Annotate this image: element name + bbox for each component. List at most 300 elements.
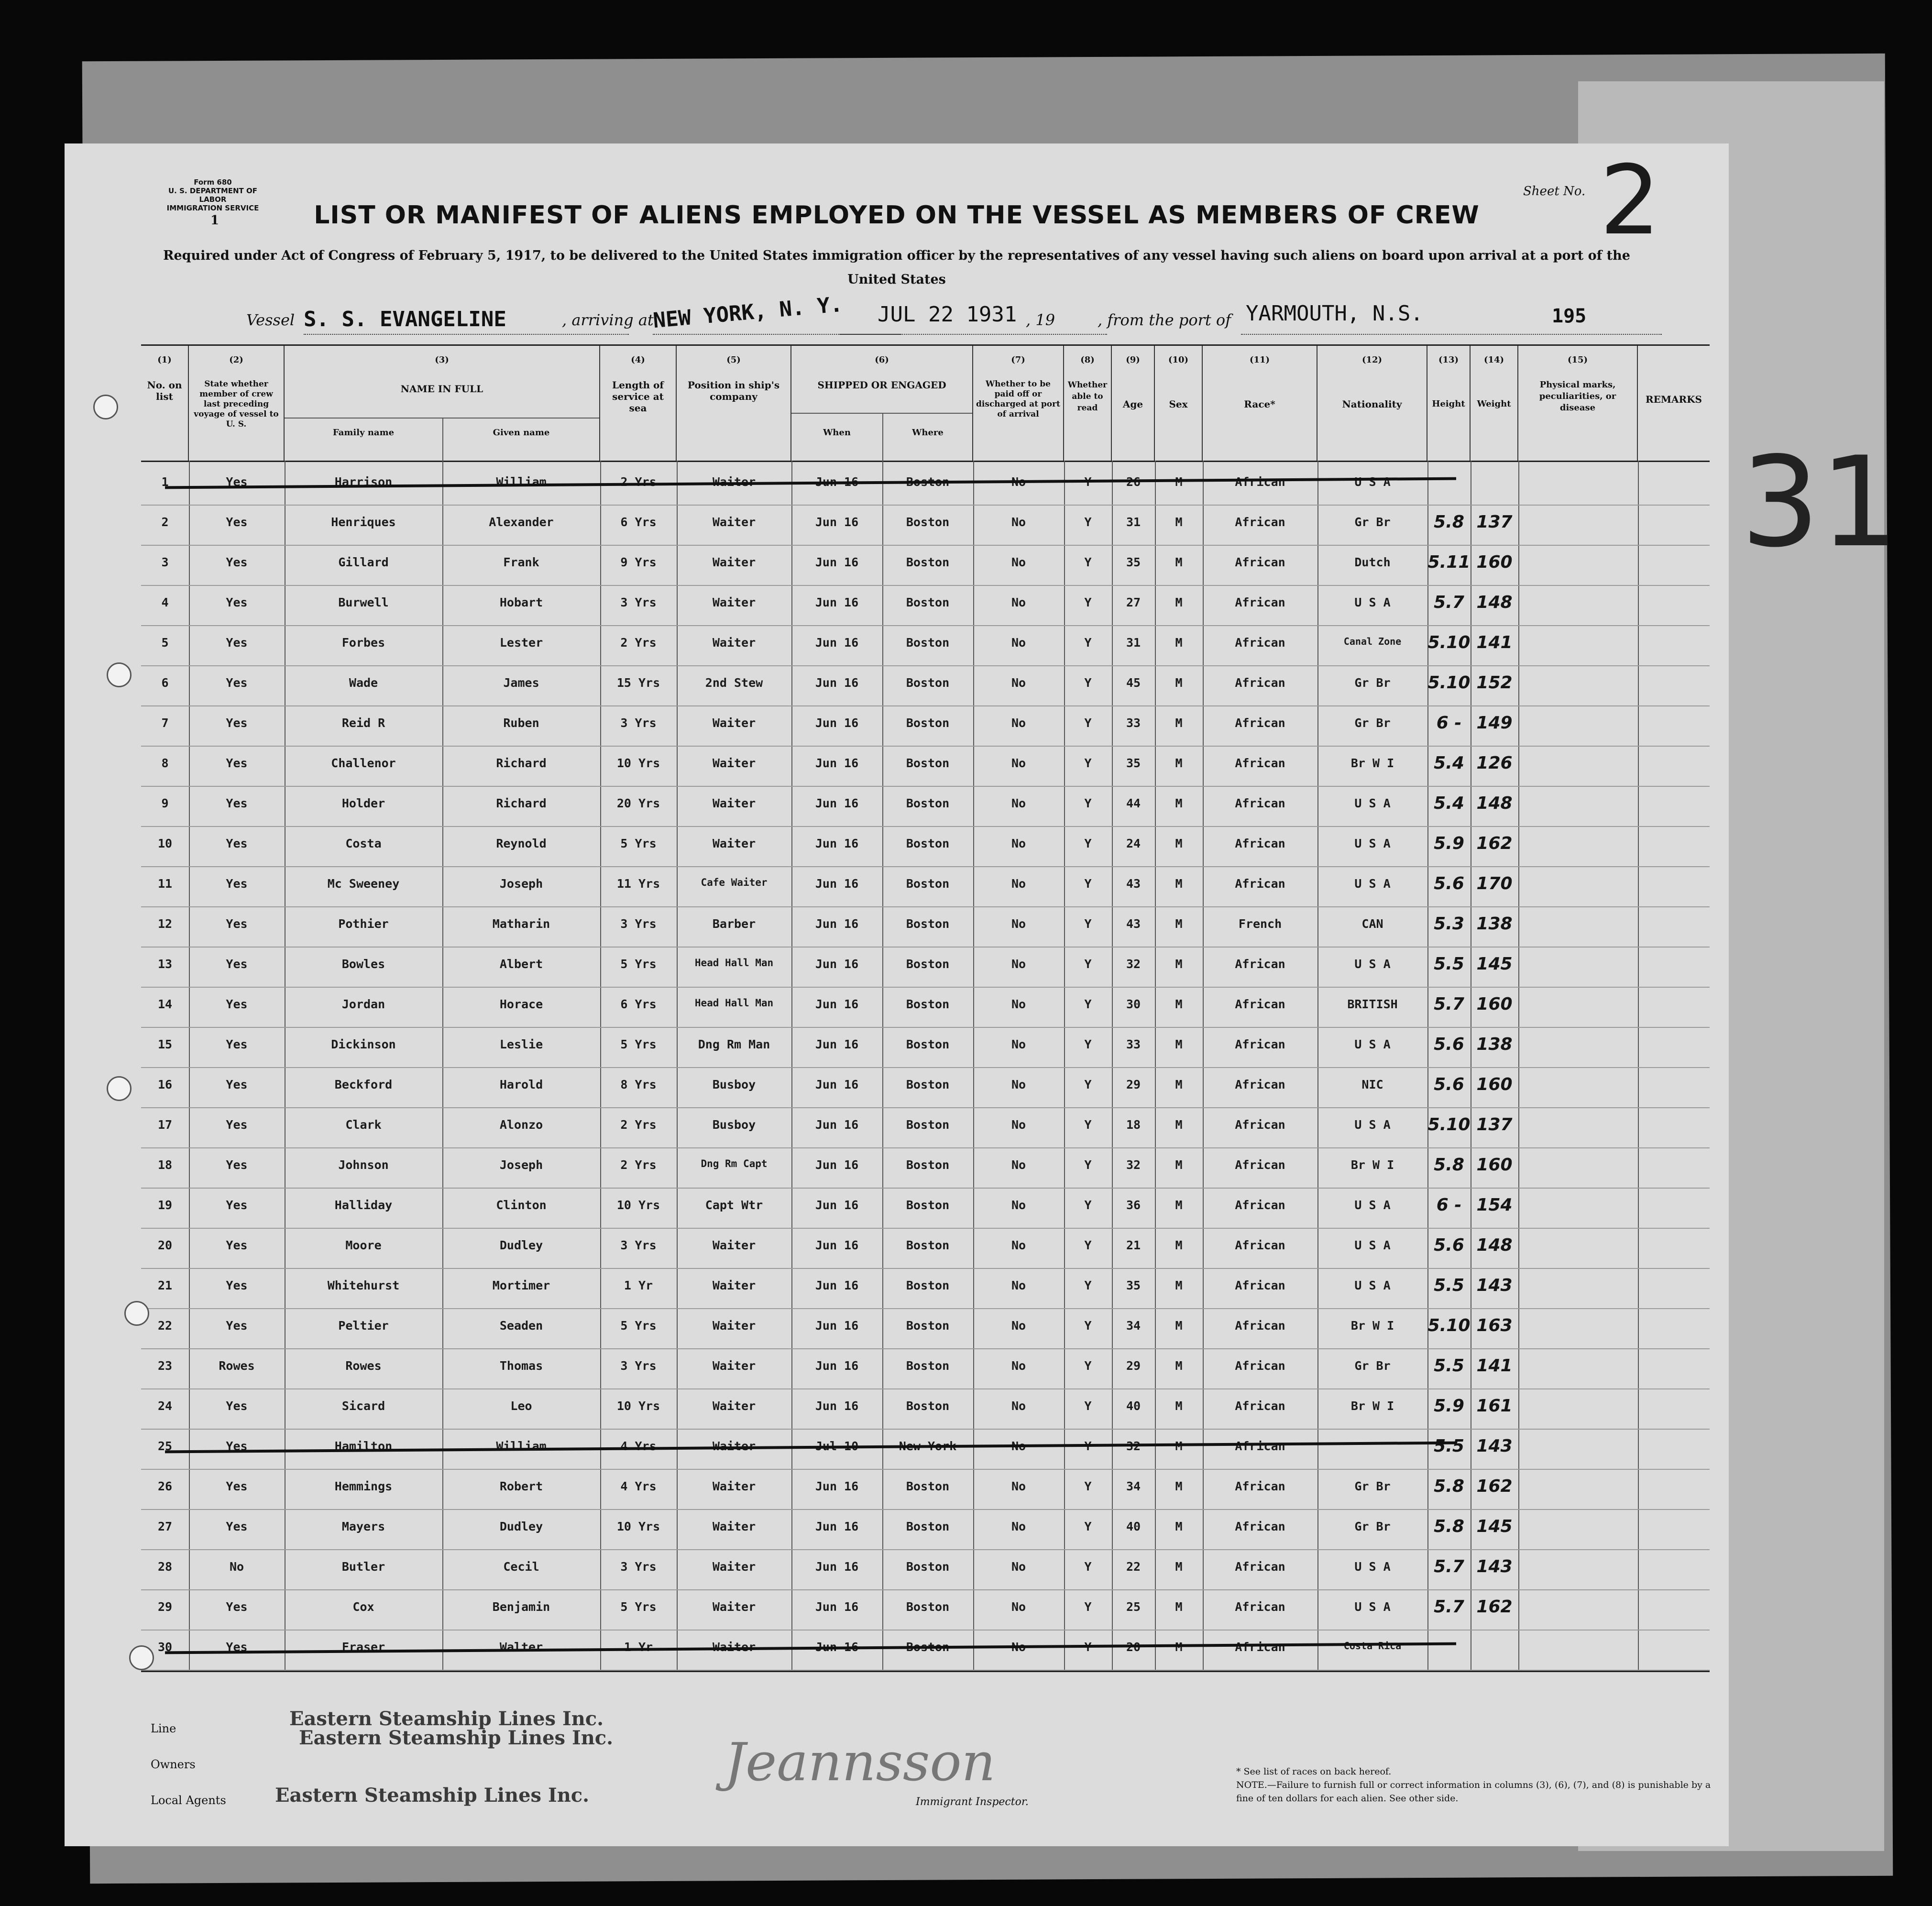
cell-read: Y <box>1084 1078 1092 1091</box>
cell-service: 5 Yrs <box>620 1600 657 1614</box>
header-rule <box>141 461 1710 462</box>
cell-family-name: Reid R <box>341 716 385 730</box>
cell-race: African <box>1235 1560 1285 1574</box>
cell-position: Capt Wtr <box>705 1198 763 1212</box>
cell-sex: M <box>1175 1520 1183 1533</box>
cell-paid-off: No <box>1011 555 1026 569</box>
cell-family-name: Gillard <box>338 555 389 569</box>
cell-family-name: Henriques <box>331 515 396 529</box>
cell-sex: M <box>1175 997 1183 1011</box>
cell-race: African <box>1235 1520 1285 1533</box>
cell-weight: 145 <box>1476 954 1513 974</box>
cell-family-name: Johnson <box>338 1158 389 1172</box>
cell-weight: 143 <box>1476 1436 1513 1456</box>
cell-paid-off: No <box>1011 1198 1026 1212</box>
cell-no: 17 <box>157 1118 173 1132</box>
cell-paid-off: No <box>1011 716 1026 730</box>
col-header-crew: (2) State whether member of crew last preceding voyage of vessel to U. S. <box>189 346 285 461</box>
cell-family-name: Challenor <box>331 756 396 770</box>
from-label: , from the port of <box>1098 311 1231 329</box>
cell-paid-off: No <box>1011 1118 1026 1132</box>
cell-read: Y <box>1084 1640 1092 1654</box>
cell-nationality: Canal Zone <box>1343 636 1402 647</box>
cell-no: 20 <box>157 1238 173 1252</box>
cell-given-name: Matharin <box>492 917 550 931</box>
col-header-nationality: (12) Nationality <box>1317 346 1427 461</box>
cell-sex: M <box>1175 555 1183 569</box>
cell-position: Waiter <box>712 796 756 810</box>
cell-age: 24 <box>1126 837 1141 850</box>
cell-when: Jun 16 <box>815 475 859 489</box>
cell-crew: Yes <box>226 957 248 971</box>
cell-age: 33 <box>1126 1037 1141 1051</box>
cell-paid-off: No <box>1011 1600 1026 1614</box>
cell-no: 30 <box>157 1640 173 1654</box>
cell-read: Y <box>1084 1520 1092 1533</box>
cell-given-name: Benjamin <box>492 1600 550 1614</box>
cell-no: 19 <box>157 1198 173 1212</box>
cell-sex: M <box>1175 1600 1183 1614</box>
cell-height: 5.10 <box>1427 1115 1471 1135</box>
cell-no: 22 <box>157 1319 173 1333</box>
cell-age: 32 <box>1126 957 1141 971</box>
cell-height: 5.5 <box>1434 1436 1464 1456</box>
table-row <box>141 1470 1710 1510</box>
cell-crew: Yes <box>226 716 248 730</box>
cell-weight: 126 <box>1476 753 1513 773</box>
cell-read: Y <box>1084 1158 1092 1172</box>
cell-when: Jun 16 <box>815 595 859 609</box>
cell-service: 20 Yrs <box>616 796 660 810</box>
cell-age: 36 <box>1126 1198 1141 1212</box>
cell-sex: M <box>1175 1037 1183 1051</box>
cell-service: 10 Yrs <box>616 756 660 770</box>
sheet-number: 2 <box>1600 145 1661 256</box>
cell-race: African <box>1235 595 1285 609</box>
cell-paid-off: No <box>1011 877 1026 891</box>
cell-paid-off: No <box>1011 756 1026 770</box>
cell-crew: Yes <box>226 1037 248 1051</box>
cell-family-name: Whitehurst <box>327 1278 400 1292</box>
cell-no: 9 <box>161 796 169 810</box>
cell-weight: 143 <box>1476 1557 1513 1576</box>
cell-height: 5.5 <box>1434 954 1464 974</box>
cell-service: 3 Yrs <box>620 716 657 730</box>
cell-read: Y <box>1084 636 1092 650</box>
cell-race: African <box>1235 1037 1285 1051</box>
table-row <box>141 1269 1710 1309</box>
cell-position: Waiter <box>712 1359 756 1373</box>
cell-weight: 163 <box>1476 1316 1513 1335</box>
cell-no: 18 <box>157 1158 173 1172</box>
cell-position: Waiter <box>712 756 756 770</box>
cell-read: Y <box>1084 917 1092 931</box>
agents-stamp: Eastern Steamship Lines Inc. <box>275 1784 590 1807</box>
cell-when: Jun 16 <box>815 1520 859 1533</box>
cell-age: 33 <box>1126 716 1141 730</box>
cell-sex: M <box>1175 595 1183 609</box>
cell-family-name: Cox <box>352 1600 374 1614</box>
cell-height: 5.10 <box>1427 673 1471 693</box>
cell-service: 3 Yrs <box>620 595 657 609</box>
punch-hole <box>107 1076 132 1101</box>
cell-nationality: U S A <box>1354 595 1391 609</box>
cell-family-name: Moore <box>345 1238 382 1252</box>
cell-read: Y <box>1084 1198 1092 1212</box>
vessel-label: Vessel <box>246 311 295 329</box>
cell-nationality: U S A <box>1354 475 1391 489</box>
cell-where: Boston <box>906 1278 950 1292</box>
cell-paid-off: No <box>1011 917 1026 931</box>
cell-read: Y <box>1084 1238 1092 1252</box>
cell-paid-off: No <box>1011 1520 1026 1533</box>
cell-where: Boston <box>906 1078 950 1091</box>
cell-age: 40 <box>1126 1520 1141 1533</box>
cell-when: Jun 16 <box>815 1399 859 1413</box>
cell-where: Boston <box>906 957 950 971</box>
cell-race: African <box>1235 1319 1285 1333</box>
col-header-paid: (7) Whether to be paid off or discharged at port of arrival <box>973 346 1064 461</box>
cell-given-name: Albert <box>499 957 543 971</box>
col-header-read: (8) Whether able to read <box>1064 346 1112 461</box>
cell-read: Y <box>1084 475 1092 489</box>
cell-service: 2 Yrs <box>620 636 657 650</box>
cell-family-name: Clark <box>345 1118 382 1132</box>
cell-when: Jun 16 <box>815 957 859 971</box>
cell-given-name: Horace <box>499 997 543 1011</box>
inspector-label: Immigrant Inspector. <box>916 1796 1029 1808</box>
cell-race: African <box>1235 756 1285 770</box>
cell-no: 5 <box>161 636 169 650</box>
cell-when: Jun 16 <box>815 515 859 529</box>
cell-service: 5 Yrs <box>620 957 657 971</box>
cell-when: Jun 16 <box>815 1238 859 1252</box>
cell-crew: Yes <box>226 555 248 569</box>
punch-hole <box>93 395 118 419</box>
cell-age: 25 <box>1126 1600 1141 1614</box>
department: U. S. DEPARTMENT OF LABOR <box>168 187 258 204</box>
cell-read: Y <box>1084 1600 1092 1614</box>
cell-where: Boston <box>906 636 950 650</box>
cell-sex: M <box>1175 676 1183 690</box>
cell-position: Waiter <box>712 837 756 850</box>
cell-where: Boston <box>906 475 950 489</box>
cell-position: Waiter <box>712 1520 756 1533</box>
cell-family-name: Bowles <box>341 957 385 971</box>
cell-no: 29 <box>157 1600 173 1614</box>
cell-race: African <box>1235 1479 1285 1493</box>
cell-given-name: Ruben <box>503 716 539 730</box>
cell-paid-off: No <box>1011 1359 1026 1373</box>
cell-age: 35 <box>1126 1278 1141 1292</box>
page-subtitle: Required under Act of Congress of February 5, 1917, to be delivered to the United States immigration officer by the representatives of any vessel having such aliens on board upon arrival at a port of the United States <box>163 248 1630 287</box>
cell-paid-off: No <box>1011 1319 1026 1333</box>
table-row <box>141 1108 1710 1148</box>
cell-given-name: William <box>496 475 547 489</box>
cell-weight: 162 <box>1476 1476 1513 1496</box>
cell-read: Y <box>1084 1037 1092 1051</box>
cell-service: 11 Yrs <box>616 877 660 891</box>
line-label: Line <box>151 1722 176 1735</box>
cell-given-name: Mortimer <box>492 1278 550 1292</box>
cell-paid-off: No <box>1011 676 1026 690</box>
arrival-date: JUL 22 1931 <box>878 302 1017 327</box>
cell-crew: Yes <box>226 1238 248 1252</box>
note-penalty: NOTE.—Failure to furnish full or correct information in columns (3), (6), (7), and (8) is punishable by a fine of ten dollars for each alien. See other side. <box>1236 1780 1711 1804</box>
table-row <box>141 1430 1710 1470</box>
table-row <box>141 1389 1710 1430</box>
cell-no: 10 <box>157 837 173 850</box>
cell-service: 2 Yrs <box>620 475 657 489</box>
cell-position: Waiter <box>712 1439 756 1453</box>
cell-given-name: Walter <box>499 1640 543 1654</box>
cell-height: 5.4 <box>1434 793 1464 813</box>
cell-crew: Yes <box>226 475 248 489</box>
cell-nationality: U S A <box>1354 796 1391 810</box>
cell-where: Boston <box>906 676 950 690</box>
cell-read: Y <box>1084 1439 1092 1453</box>
stamp-number: 195 <box>1552 305 1587 327</box>
cell-age: 31 <box>1126 515 1141 529</box>
cell-no: 12 <box>157 917 173 931</box>
cell-crew: Yes <box>226 917 248 931</box>
cell-when: Jun 16 <box>815 1319 859 1333</box>
corner-mark: 1 <box>210 213 220 228</box>
cell-family-name: Sicard <box>341 1399 385 1413</box>
cell-crew: Yes <box>226 515 248 529</box>
cell-sex: M <box>1175 1238 1183 1252</box>
cell-height: 6 - <box>1436 1195 1462 1215</box>
cell-where: Boston <box>906 1359 950 1373</box>
cell-paid-off: No <box>1011 1278 1026 1292</box>
cell-no: 4 <box>161 595 169 609</box>
cell-given-name: Lester <box>499 636 543 650</box>
col-header-remarks: REMARKS <box>1646 394 1702 405</box>
cell-weight: 138 <box>1476 1035 1513 1054</box>
cell-age: 35 <box>1126 756 1141 770</box>
cell-when: Jun 16 <box>815 1479 859 1493</box>
cell-position: Barber <box>712 917 756 931</box>
cell-read: Y <box>1084 595 1092 609</box>
table-row <box>141 988 1710 1028</box>
cell-no: 7 <box>161 716 169 730</box>
cell-read: Y <box>1084 555 1092 569</box>
cell-given-name: Joseph <box>499 877 543 891</box>
cell-race: French <box>1238 917 1282 931</box>
cell-where: Boston <box>906 1238 950 1252</box>
cell-crew: Yes <box>226 1198 248 1212</box>
cell-age: 26 <box>1126 475 1141 489</box>
cell-position: Waiter <box>712 1319 756 1333</box>
cell-race: African <box>1235 636 1285 650</box>
cell-nationality: U S A <box>1354 1238 1391 1252</box>
cell-sex: M <box>1175 1118 1183 1132</box>
cell-crew: Yes <box>226 1640 248 1654</box>
cell-weight: 148 <box>1476 593 1513 612</box>
cell-weight: 162 <box>1476 1597 1513 1617</box>
cell-height: 5.7 <box>1434 1597 1464 1617</box>
cell-weight: 143 <box>1476 1276 1513 1295</box>
cell-no: 15 <box>157 1037 173 1051</box>
cell-height: 5.5 <box>1434 1356 1464 1376</box>
cell-weight: 160 <box>1476 994 1513 1014</box>
cell-given-name: Richard <box>496 756 547 770</box>
cell-position: Cafe Waiter <box>701 877 768 888</box>
cell-no: 25 <box>157 1439 173 1453</box>
cell-crew: Yes <box>226 796 248 810</box>
cell-when: Jun 16 <box>815 1037 859 1051</box>
cell-crew: Yes <box>226 1520 248 1533</box>
cell-height: 5.9 <box>1434 834 1464 853</box>
cell-no: 14 <box>157 997 173 1011</box>
cell-where: Boston <box>906 1198 950 1212</box>
cell-no: 21 <box>157 1278 173 1292</box>
cell-height: 5.8 <box>1434 1517 1464 1536</box>
table-row <box>141 747 1710 787</box>
form-number: Form 680 <box>194 178 232 187</box>
cell-sex: M <box>1175 877 1183 891</box>
cell-crew: Rowes <box>219 1359 255 1373</box>
cell-where: Boston <box>906 555 950 569</box>
note-races: * See list of races on back hereof. <box>1236 1766 1392 1777</box>
cell-when: Jun 16 <box>815 756 859 770</box>
cell-read: Y <box>1084 837 1092 850</box>
cell-age: 31 <box>1126 636 1141 650</box>
cell-service: 4 Yrs <box>620 1439 657 1453</box>
cell-given-name: James <box>503 676 539 690</box>
cell-where: Boston <box>906 1118 950 1132</box>
cell-no: 24 <box>157 1399 173 1413</box>
cell-race: African <box>1235 1439 1285 1453</box>
cell-paid-off: No <box>1011 837 1026 850</box>
cell-service: 15 Yrs <box>616 676 660 690</box>
cell-paid-off: No <box>1011 1560 1026 1574</box>
cell-nationality: U S A <box>1354 1198 1391 1212</box>
cell-paid-off: No <box>1011 1158 1026 1172</box>
cell-nationality: Br W I <box>1350 1158 1394 1172</box>
col-header-weight: (14) Weight <box>1471 346 1518 461</box>
cell-family-name: Rowes <box>345 1359 382 1373</box>
cell-sex: M <box>1175 957 1183 971</box>
cell-where: Boston <box>906 1319 950 1333</box>
cell-race: African <box>1235 716 1285 730</box>
cell-when: Jun 16 <box>815 716 859 730</box>
cell-race: African <box>1235 1198 1285 1212</box>
cell-crew: Yes <box>226 1399 248 1413</box>
cell-race: African <box>1235 877 1285 891</box>
cell-read: Y <box>1084 1319 1092 1333</box>
cell-where: Boston <box>906 997 950 1011</box>
cell-paid-off: No <box>1011 796 1026 810</box>
cell-given-name: Harold <box>499 1078 543 1091</box>
cell-age: 32 <box>1126 1439 1141 1453</box>
cell-race: African <box>1235 555 1285 569</box>
cell-nationality: BRITISH <box>1347 997 1398 1011</box>
subheader-when: When <box>823 428 851 438</box>
footer-note <box>1236 1765 1714 1805</box>
margin-annotation: 31 <box>1741 430 1899 575</box>
table-row <box>141 1349 1710 1389</box>
cell-when: Jul 10 <box>815 1439 859 1453</box>
cell-service: 4 Yrs <box>620 1479 657 1493</box>
owners-label: Owners <box>151 1758 196 1771</box>
subheader-where: Where <box>912 428 944 438</box>
cell-age: 43 <box>1126 877 1141 891</box>
punch-hole <box>129 1645 154 1670</box>
cell-family-name: Burwell <box>338 595 389 609</box>
cell-crew: Yes <box>226 877 248 891</box>
cell-height: 5.11 <box>1427 552 1471 572</box>
cell-read: Y <box>1084 1560 1092 1574</box>
cell-crew: Yes <box>226 1078 248 1091</box>
cell-family-name: Hamilton <box>334 1439 393 1453</box>
cell-family-name: Dickinson <box>331 1037 396 1051</box>
table-row <box>141 706 1710 747</box>
cell-height: 5.10 <box>1427 633 1471 652</box>
table-row <box>141 666 1710 706</box>
cell-service: 3 Yrs <box>620 1238 657 1252</box>
cell-nationality: U S A <box>1354 1560 1391 1574</box>
cell-where: Boston <box>906 1479 950 1493</box>
cell-nationality: Gr Br <box>1354 716 1391 730</box>
cell-service: 8 Yrs <box>620 1078 657 1091</box>
cell-nationality: U S A <box>1354 1118 1391 1132</box>
subheader-family: Family name <box>332 428 395 438</box>
cell-weight: 154 <box>1476 1195 1513 1215</box>
cell-nationality: U S A <box>1354 1600 1391 1614</box>
cell-no: 28 <box>157 1560 173 1574</box>
cell-race: African <box>1235 957 1285 971</box>
cell-position: Waiter <box>712 716 756 730</box>
cell-family-name: Costa <box>345 837 382 850</box>
cell-race: African <box>1235 1600 1285 1614</box>
cell-position: Waiter <box>712 1560 756 1574</box>
cell-where: Boston <box>906 837 950 850</box>
punch-hole <box>107 662 132 687</box>
cell-given-name: Alonzo <box>499 1118 543 1132</box>
year-label: , 19 <box>1026 311 1055 329</box>
cell-position: Waiter <box>712 515 756 529</box>
cell-age: 45 <box>1126 676 1141 690</box>
cell-family-name: Mc Sweeney <box>327 877 400 891</box>
cell-given-name: Richard <box>496 796 547 810</box>
cell-height: 5.8 <box>1434 512 1464 532</box>
cell-read: Y <box>1084 756 1092 770</box>
cell-sex: M <box>1175 796 1183 810</box>
cell-service: 1 Yr <box>624 1640 653 1654</box>
from-port: YARMOUTH, N.S. <box>1246 301 1423 326</box>
cell-no: 16 <box>157 1078 173 1091</box>
cell-race: African <box>1235 1278 1285 1292</box>
cell-race: African <box>1235 1238 1285 1252</box>
cell-position: Dng Rm Capt <box>701 1158 768 1169</box>
cell-sex: M <box>1175 1399 1183 1413</box>
cell-age: 27 <box>1126 595 1141 609</box>
cell-height: 5.7 <box>1434 593 1464 612</box>
cell-sex: M <box>1175 1479 1183 1493</box>
cell-sex: M <box>1175 837 1183 850</box>
cell-nationality: U S A <box>1354 877 1391 891</box>
cell-paid-off: No <box>1011 515 1026 529</box>
cell-service: 10 Yrs <box>616 1520 660 1533</box>
cell-family-name: Jordan <box>341 997 385 1011</box>
cell-sex: M <box>1175 1439 1183 1453</box>
table-row <box>141 465 1710 506</box>
cell-when: Jun 16 <box>815 1640 859 1654</box>
cell-when: Jun 16 <box>815 917 859 931</box>
cell-sex: M <box>1175 1078 1183 1091</box>
cell-nationality: U S A <box>1354 1278 1391 1292</box>
